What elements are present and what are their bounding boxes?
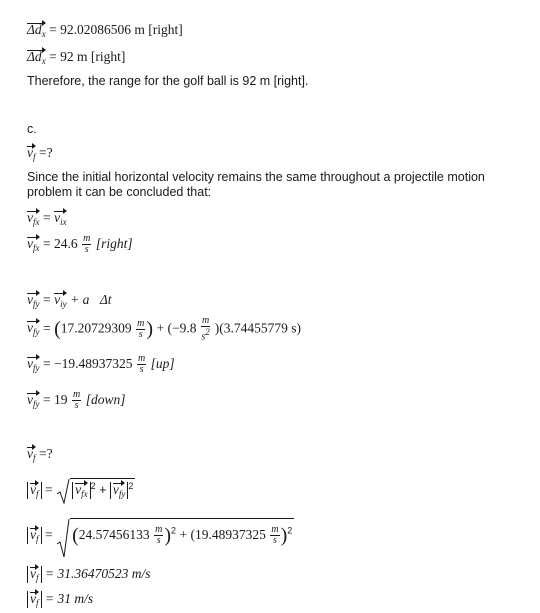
viy-vector: $v_{iy}$ xyxy=(54,292,67,309)
m-per-s-fraction: $\frac{m}{s}$ xyxy=(72,389,81,411)
delta-d-x-vector: $\Delta d_x$ xyxy=(27,22,46,39)
vfy-vector: $v_{fy}$ xyxy=(27,320,40,338)
m-per-s2-fraction: $\frac{m}{s^2}$ xyxy=(201,315,210,343)
vf-magnitude-formula: $v_f$ = $v_{fx}^2 + v_{fy}^2$ xyxy=(27,478,135,499)
m-per-s-fraction: $\frac{m}{s}$ xyxy=(137,353,146,375)
explanation-text: Since the initial horizontal velocity remains the same throughout a projectile motion problem it can be concluded that: xyxy=(27,170,485,199)
m-per-s-fraction: $\frac{m}{s}$ xyxy=(83,233,91,255)
radical-sign-icon xyxy=(56,518,70,558)
vf-rounded: $v_f = 31$ m/s xyxy=(27,591,93,608)
square-root: (24.57456133 $\frac{m}{s}$ )$^2$ + (19.48937325 $\frac{m}{s}$ )$^2$ xyxy=(56,518,294,546)
vf-result: $v_f = 31.36470523$ m/s xyxy=(27,566,151,583)
vix-vector: $v_{ix}$ xyxy=(54,210,67,227)
equation-dx-exact: $\Delta d_x = 92.02086506$ m [right] xyxy=(27,22,183,39)
square-root: $v_{fx}^2 + v_{fy}^2$ xyxy=(56,478,135,499)
vfy-formula: $v_{fy} = v_{iy}$ + a⃗Δt xyxy=(27,292,112,309)
vfx-equals-vix: $v_{fx} = v_{ix}$ xyxy=(27,210,67,227)
vfx-value: $v_{fx} = 24.6$ $\frac{m}{s}$ [right] xyxy=(27,233,133,255)
conclusion-text: Therefore, the range for the golf ball is 92 m [right]. xyxy=(27,74,309,88)
part-label: c. xyxy=(27,122,37,136)
vf-vector: $v_f$ xyxy=(27,446,36,463)
m-per-s-fraction: $\frac{m}{s}$ xyxy=(137,317,145,340)
equation-dx-rounded: $\Delta d_x = 92$ m [right] xyxy=(27,49,126,66)
vfy-result: $v_{fy} = -19.48937325$ $\frac{m}{s}$ [up] xyxy=(27,353,175,375)
delta-d-x-vector: $\Delta d_x$ xyxy=(27,49,46,66)
vf-question: $v_f$ =? xyxy=(27,145,53,162)
vfx-vector: $v_{fx}$ xyxy=(27,210,40,227)
vf-vector: $v_f$ xyxy=(27,145,36,162)
vfy-vector: $v_{fy}$ xyxy=(27,391,40,409)
vf-question-2: $v_f$ =? xyxy=(27,446,53,463)
vfy-rounded: $v_{fy} = 19$ $\frac{m}{s}$ [down] xyxy=(27,389,126,411)
vfx-vector: $v_{fx}$ xyxy=(27,235,40,253)
vfy-vector: $v_{fy}$ xyxy=(27,355,40,373)
vfy-substitution: $v_{fy} = (17.20729309$ $\frac{m}{s}$ ) + (−9.8 $\frac{m}{s^2}$ )(3.74455779 s) xyxy=(27,315,301,343)
radical-sign-icon xyxy=(56,478,70,504)
vfy-vector: $v_{fy}$ xyxy=(27,292,40,309)
vf-magnitude-substitution: $v_f$ = (24.57456133 $\frac{m}{s}$ )$^2$ + (19.48937325 $\frac{m}{s}$ )$^2$ xyxy=(27,518,294,546)
